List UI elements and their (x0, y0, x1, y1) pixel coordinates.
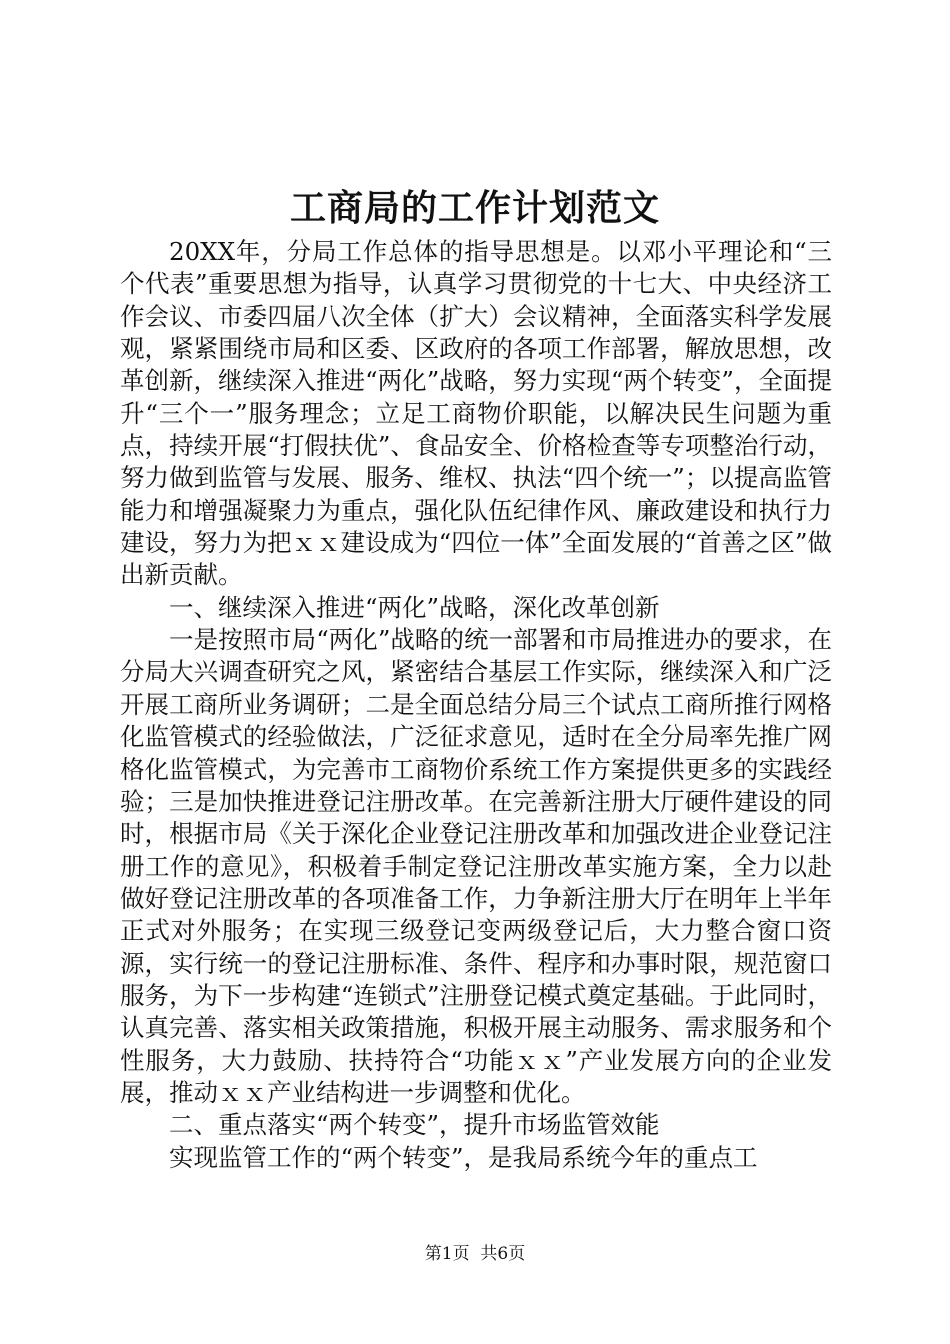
page-number: 第1页 (424, 1244, 470, 1264)
page-total: 共6页 (480, 1244, 526, 1264)
document-title: 工商局的工作计划范文 (289, 187, 660, 229)
section-heading-2: 二、重点落实“两个转变”，提升市场监管效能 (169, 1110, 660, 1140)
document-body (120, 236, 832, 1174)
section-heading-1: 一、继续深入推进“两化”战略，深化改革创新 (169, 592, 660, 622)
section-1-paragraph: 一是按照市局“两化”战略的统一部署和市局推进办的要求，在分局大兴调查研究之风，紧密结合基层工作实际，继续深入和广泛开展工商所业务调研；二是全面总结分局三个试点工商所推行网格化监管模式的经验做法，广泛征求意见，适时在全分局率先推广网格化监管模式，为完善市工商物价系统工作方案提供更多的实践经验；三是加快推进登记注册改革。在完善新注册大厅硬件建设的同时，根据市局《关于深化企业登记注册改革和加强改进企业登记注册工作的意见》，积极着手制定登记注册改革实施方案，全力以赴做好登记注册改革的各项准备工作，力争新注册大厅在明年上半年正式对外服务；在实现三级登记变两级登记后，大力整合窗口资源，实行统一的登记注册标准、条件、程序和办事时限，规范窗口服务，为下一步构建“连锁式”注册登记模式奠定基础。于此同时，认真完善、落实相关政策措施，积极开展主动服务、需求服务和个性服务，大力鼓励、扶持符合“功能ｘｘ”产业发展方向的企业发展，推动ｘｘ产业结构进一步调整和优化。 (120, 625, 832, 1107)
section-2-paragraph: 实现监管工作的“两个转变”，是我局系统今年的重点工 (169, 1142, 758, 1172)
page-footer (0, 1242, 950, 1266)
intro-paragraph: 20XX年，分局工作总体的指导思想是。以邓小平理论和“三个代表”重要思想为指导，认真学习贯彻党的十七大、中央经济工作会议、市委四届八次全体（扩大）会议精神，全面落实科学发展观，紧紧围绕市局和区委、区政府的各项工作部署，解放思想，改革创新，继续深入推进“两化”战略，努力实现“两个转变”，全面提升“三个一”服务理念；立足工商物价职能，以解决民生问题为重点，持续开展“打假扶优”、食品安全、价格检查等专项整治行动，努力做到监管与发展、服务、维权、执法“四个统一”；以提高监管能力和增强凝聚力为重点，强化队伍纪律作风、廉政建设和执行力建设，努力为把ｘｘ建设成为“四位一体”全面发展的“首善之区”做出新贡献。 (120, 237, 832, 590)
